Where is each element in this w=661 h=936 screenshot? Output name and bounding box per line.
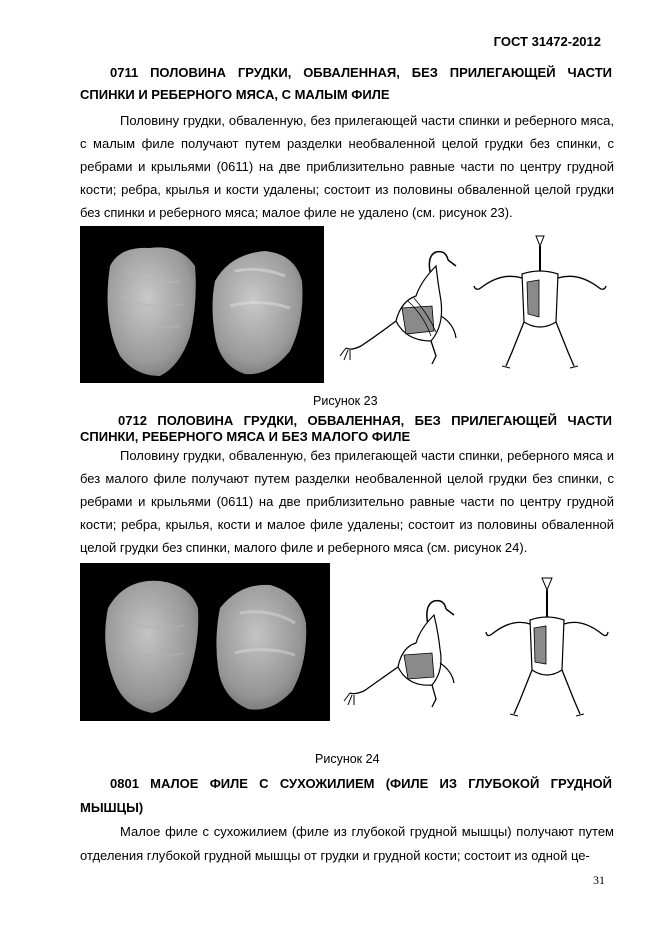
- section-heading-0801: 0801 МАЛОЕ ФИЛЕ С СУХОЖИЛИЕМ (ФИЛЕ ИЗ ГЛУБОКОЙ ГРУДНОЙ МЫШЦЫ): [80, 776, 612, 815]
- section-heading-0711: 0711 ПОЛОВИНА ГРУДКИ, ОБВАЛЕННАЯ, БЕЗ ПРИЛЕГАЮЩЕЙ ЧАСТИ СПИНКИ И РЕБЕРНОГО МЯСА, С МАЛЫМ ФИЛЕ: [80, 65, 612, 102]
- section-text-0712: Половину грудки, обваленную, без прилегающей части спинки, реберного мяса и без малого филе получают путем разделки необваленной целой грудки без спинки, с ребрами и крыльями (0611) на две приблизительно равные части по центру грудной кости; ребра, крылья, кости и малое филе удалены; состоит из половины обваленной целой грудки без спинки, малого филе и реберного мяса (см. рисунок 24).: [80, 448, 614, 555]
- bird-skeleton-side-icon-23: [336, 246, 466, 371]
- section-heading-0712: 0712 ПОЛОВИНА ГРУДКИ, ОБВАЛЕННАЯ, БЕЗ ПРИЛЕГАЮЩЕЙ ЧАСТИ СПИНКИ, РЕБЕРНОГО МЯСА И БЕЗ МАЛОГО ФИЛЕ: [80, 413, 612, 444]
- section-text-0801: Малое филе с сухожилием (филе из глубокой грудной мышцы) получают путем отделения глубокой грудной мышцы от грудки и грудной кости; состоит из одной це-: [80, 824, 614, 863]
- bird-skeleton-front-icon-24: [484, 574, 610, 722]
- section-text-0711: Половину грудки, обваленную, без прилегающей части спинки и реберного мяса, с малым филе получают путем разделки необваленной целой грудки без спинки, с ребрами и крыльями (0611) на две приблизительно равные части по центру грудной кости; ребра, крылья и кости удалены; состоит из половины обваленной целой грудки без спинки и реберного мяса; малое филе не удалено (см. рисунок 23).: [80, 113, 614, 220]
- bird-skeleton-front-icon-23: [472, 232, 608, 374]
- bird-skeleton-side-icon-24: [340, 597, 466, 713]
- breast-halves-photo-23: [80, 226, 324, 383]
- figure-caption-24: Рисунок 24: [315, 752, 380, 766]
- page-number: 31: [593, 873, 605, 887]
- breast-halves-photo-24: [80, 563, 330, 721]
- figure-caption-23: Рисунок 23: [313, 394, 378, 408]
- standard-number: ГОСТ 31472-2012: [493, 34, 601, 49]
